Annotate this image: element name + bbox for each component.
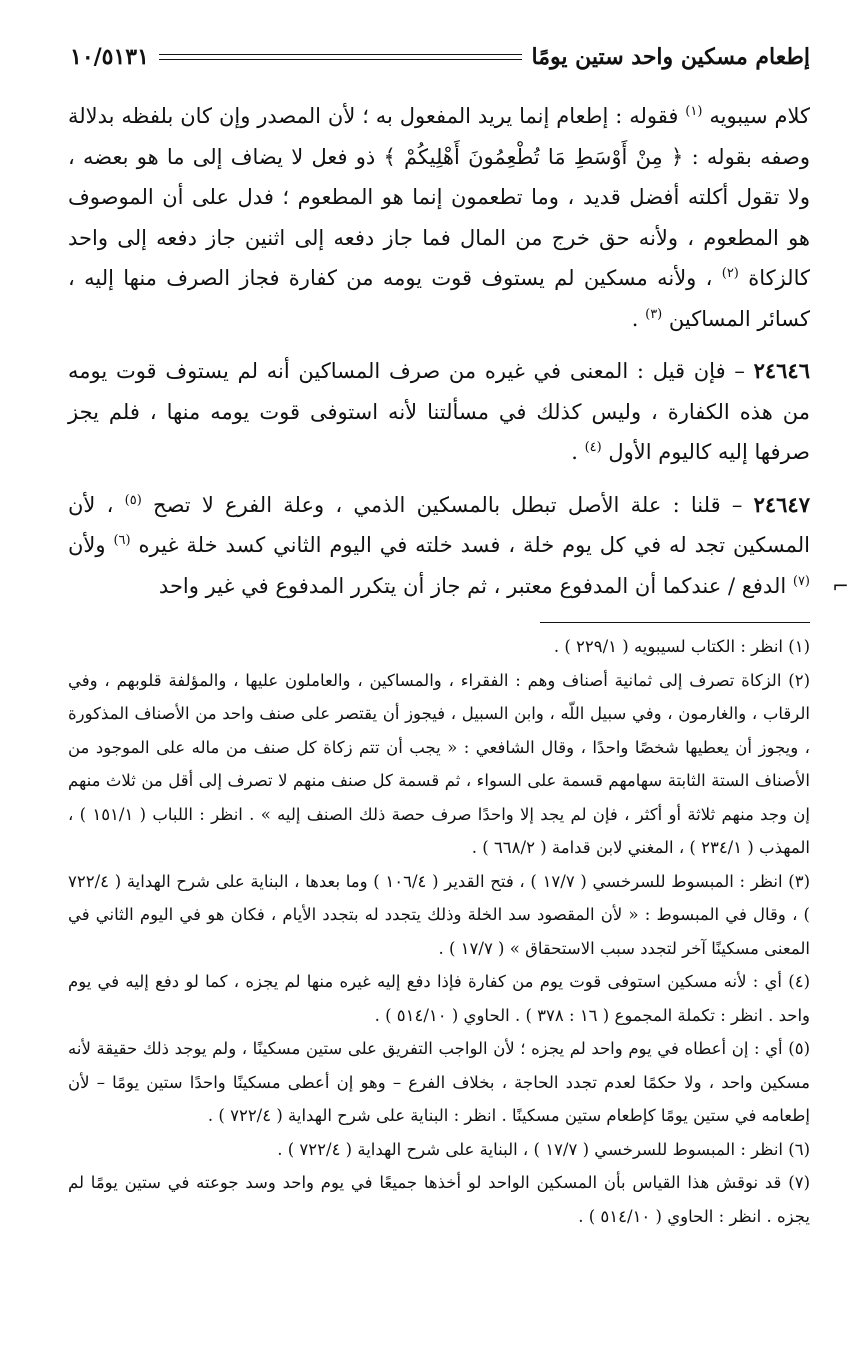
- text-run: – قلنا : علة الأصل تبطل بالمسكين الذمي ، وعلة الفرع لا تصح: [141, 492, 754, 517]
- footnote-5: (٥) أي : إن أعطاه في يوم واحد لم يجزه ؛ لأن الواجب التفريق على ستين مسكينًا ، ولم يوجد ذلك حقيقة لأنه مسكين واحد ، ولا حكمًا لعدم تجدد الحاجة ، بخلاف الفرع – وهو إن أعطى مسكينًا واحدًا ستين يومًا – لأن إطعامه في ستين يومًا كإطعام ستين مسكينًا . انظر : البناية على شرح الهداية ( ٧٢٢/٤ ) .: [68, 1039, 810, 1125]
- text-run: فقوله : إطعام إنما يريد المفعول به ؛ لأن المصدر وإن كان بلفظه بدلالة وصفه بقوله : ﴿ مِنْ أَوْسَطِ مَا تُطْعِمُونَ أَهْلِيكُمْ ﴾ ذو فعل لا يضاف إلى ما هو بعضه ، ولا تقول أكلته أفضل قديد ، وما تطعمون إنما هو المطعوم ؛ فدل على أن الموصوف هو المطعوم ، ولأنه حق خرج من المال فما جاز دفعه إلى اثنين جاز دفعه إلى واحد كالزكاة: [68, 104, 810, 290]
- text-run: كلام سيبويه: [702, 104, 810, 128]
- text-run: الدفع / عندكما أن المدفوع معتبر ، ثم جاز أن يتكرر المدفوع في غير واحد: [158, 573, 793, 598]
- footnote-ref-4: (٤): [584, 440, 602, 455]
- paragraph-24647: [68, 485, 810, 607]
- footnotes: [68, 630, 810, 1233]
- footnote-1: (١) انظر : الكتاب لسيبويه ( ٢٢٩/١ ) .: [553, 637, 810, 656]
- paragraph-24646: [68, 351, 810, 473]
- paragraph-1: [68, 96, 810, 339]
- text-run: .: [571, 440, 585, 464]
- footnote-ref-3: (٣): [645, 306, 663, 322]
- footnote-7: (٧) قد نوقش هذا القياس بأن المسكين الواحد لو أخذها جميعًا في يوم واحد وسد جوعته في ستين يومًا لم يجزه . انظر : الحاوي ( ٥١٤/١٠ ) .: [68, 1173, 810, 1226]
- footnote-3: (٣) انظر : المبسوط للسرخسي ( ١٧/٧ ) ، فتح القدير ( ١٠٦/٤ ) وما بعدها ، البناية على شرح الهداية ( ٧٢٢/٤ ) ، وقال في المبسوط : « لأن المقصود سد الخلة وذلك يتجدد له بتجدد الأيام ، فكان هو في اليوم الثاني في المعنى مسكينًا آخر لتجدد سبب الاستحقاق » ( ١٧/٧ ) .: [68, 871, 810, 958]
- footnote-ref-5: (٥): [124, 492, 142, 508]
- paragraph-number: ٢٤٦٤٦: [753, 358, 810, 383]
- main-text: [68, 96, 810, 618]
- footnote-ref-7: (٧): [792, 573, 810, 589]
- running-header: [70, 40, 810, 74]
- footnote-2: (٢) الزكاة تصرف إلى ثمانية أصناف وهم : الفقراء ، والمساكين ، والعاملون عليها ، والمؤلفة قلوبهم ، وفي الرقاب ، والغارمون ، وفي سبيل اللّه ، وابن السبيل ، فيجوز أن يقتصر على صنف واحد من الأصناف المذكورة ، ويجوز أن يعطيها شخصًا واحدًا ، وقال الشافعي : « يجب أن تتم زكاة كل صنف من ماله على الموجود من الأصناف الستة الثابتة سهامهم قسمة على السواء ، ثم قسمة كل صنف منهم لا تصرف إلى أقل من ثلاث منهم إن وجد منهم ثلاثة أو أكثر ، فإن لم يجد إلا واحدًا صرف حصة ذلك الصنف إليه » . انظر : اللباب ( ١٥١/١ ) ، المهذب ( ٢٣٤/١ ) ، المغني لابن قدامة ( ٦٦٨/٢ ) .: [68, 670, 810, 857]
- text-run: ، لأن المسكين تجد له في كل يوم خلة ، فسد خلته في اليوم الثاني كسد خلة غيره: [68, 492, 811, 557]
- running-title: إطعام مسكين واحد ستين يومًا: [531, 44, 810, 70]
- footnote-ref-1: (١): [685, 104, 703, 119]
- page-number: ١٠/٥١٣١: [70, 44, 149, 70]
- footnote-6: (٦) انظر : المبسوط للسرخسي ( ١٧/٧ ) ، البناية على شرح الهداية ( ٧٢٢/٤ ) .: [277, 1139, 810, 1159]
- paragraph-number: ٢٤٦٤٧: [753, 491, 810, 517]
- footnote-4: (٤) أي : لأنه مسكين استوفى قوت يوم من كفارة فإذا دفع إليه غيره منها لم يجزه ، كما لو دفع إليه في يوم واحد . انظر : تكملة المجموع ( ١٦ : ٣٧٨ ) . الحاوي ( ٥١٤/١٠ ) .: [68, 972, 810, 1025]
- text-run: ، ولأنه مسكين لم يستوف قوت يومه من كفارة فجاز الصرف منها إليه ، كسائر المساكين: [68, 266, 810, 331]
- footnote-ref-6: (٦): [113, 533, 131, 548]
- footnote-divider: [540, 622, 810, 623]
- footnote-ref-2: (٢): [721, 266, 739, 281]
- text-run: ولأن: [68, 533, 114, 557]
- text-run: .: [631, 306, 646, 331]
- header-rule: [159, 54, 522, 60]
- text-run: – فإن قيل : المعنى في غيره من صرف المساكين أنه لم يستوف قوت يومه من هذه الكفارة ، وليس كذلك في مسألتنا لأنه استوفى قوت يومه منها ، فلم يجز صرفها إليه كاليوم الأول: [68, 359, 810, 464]
- margin-mark: ⌐: [832, 574, 849, 598]
